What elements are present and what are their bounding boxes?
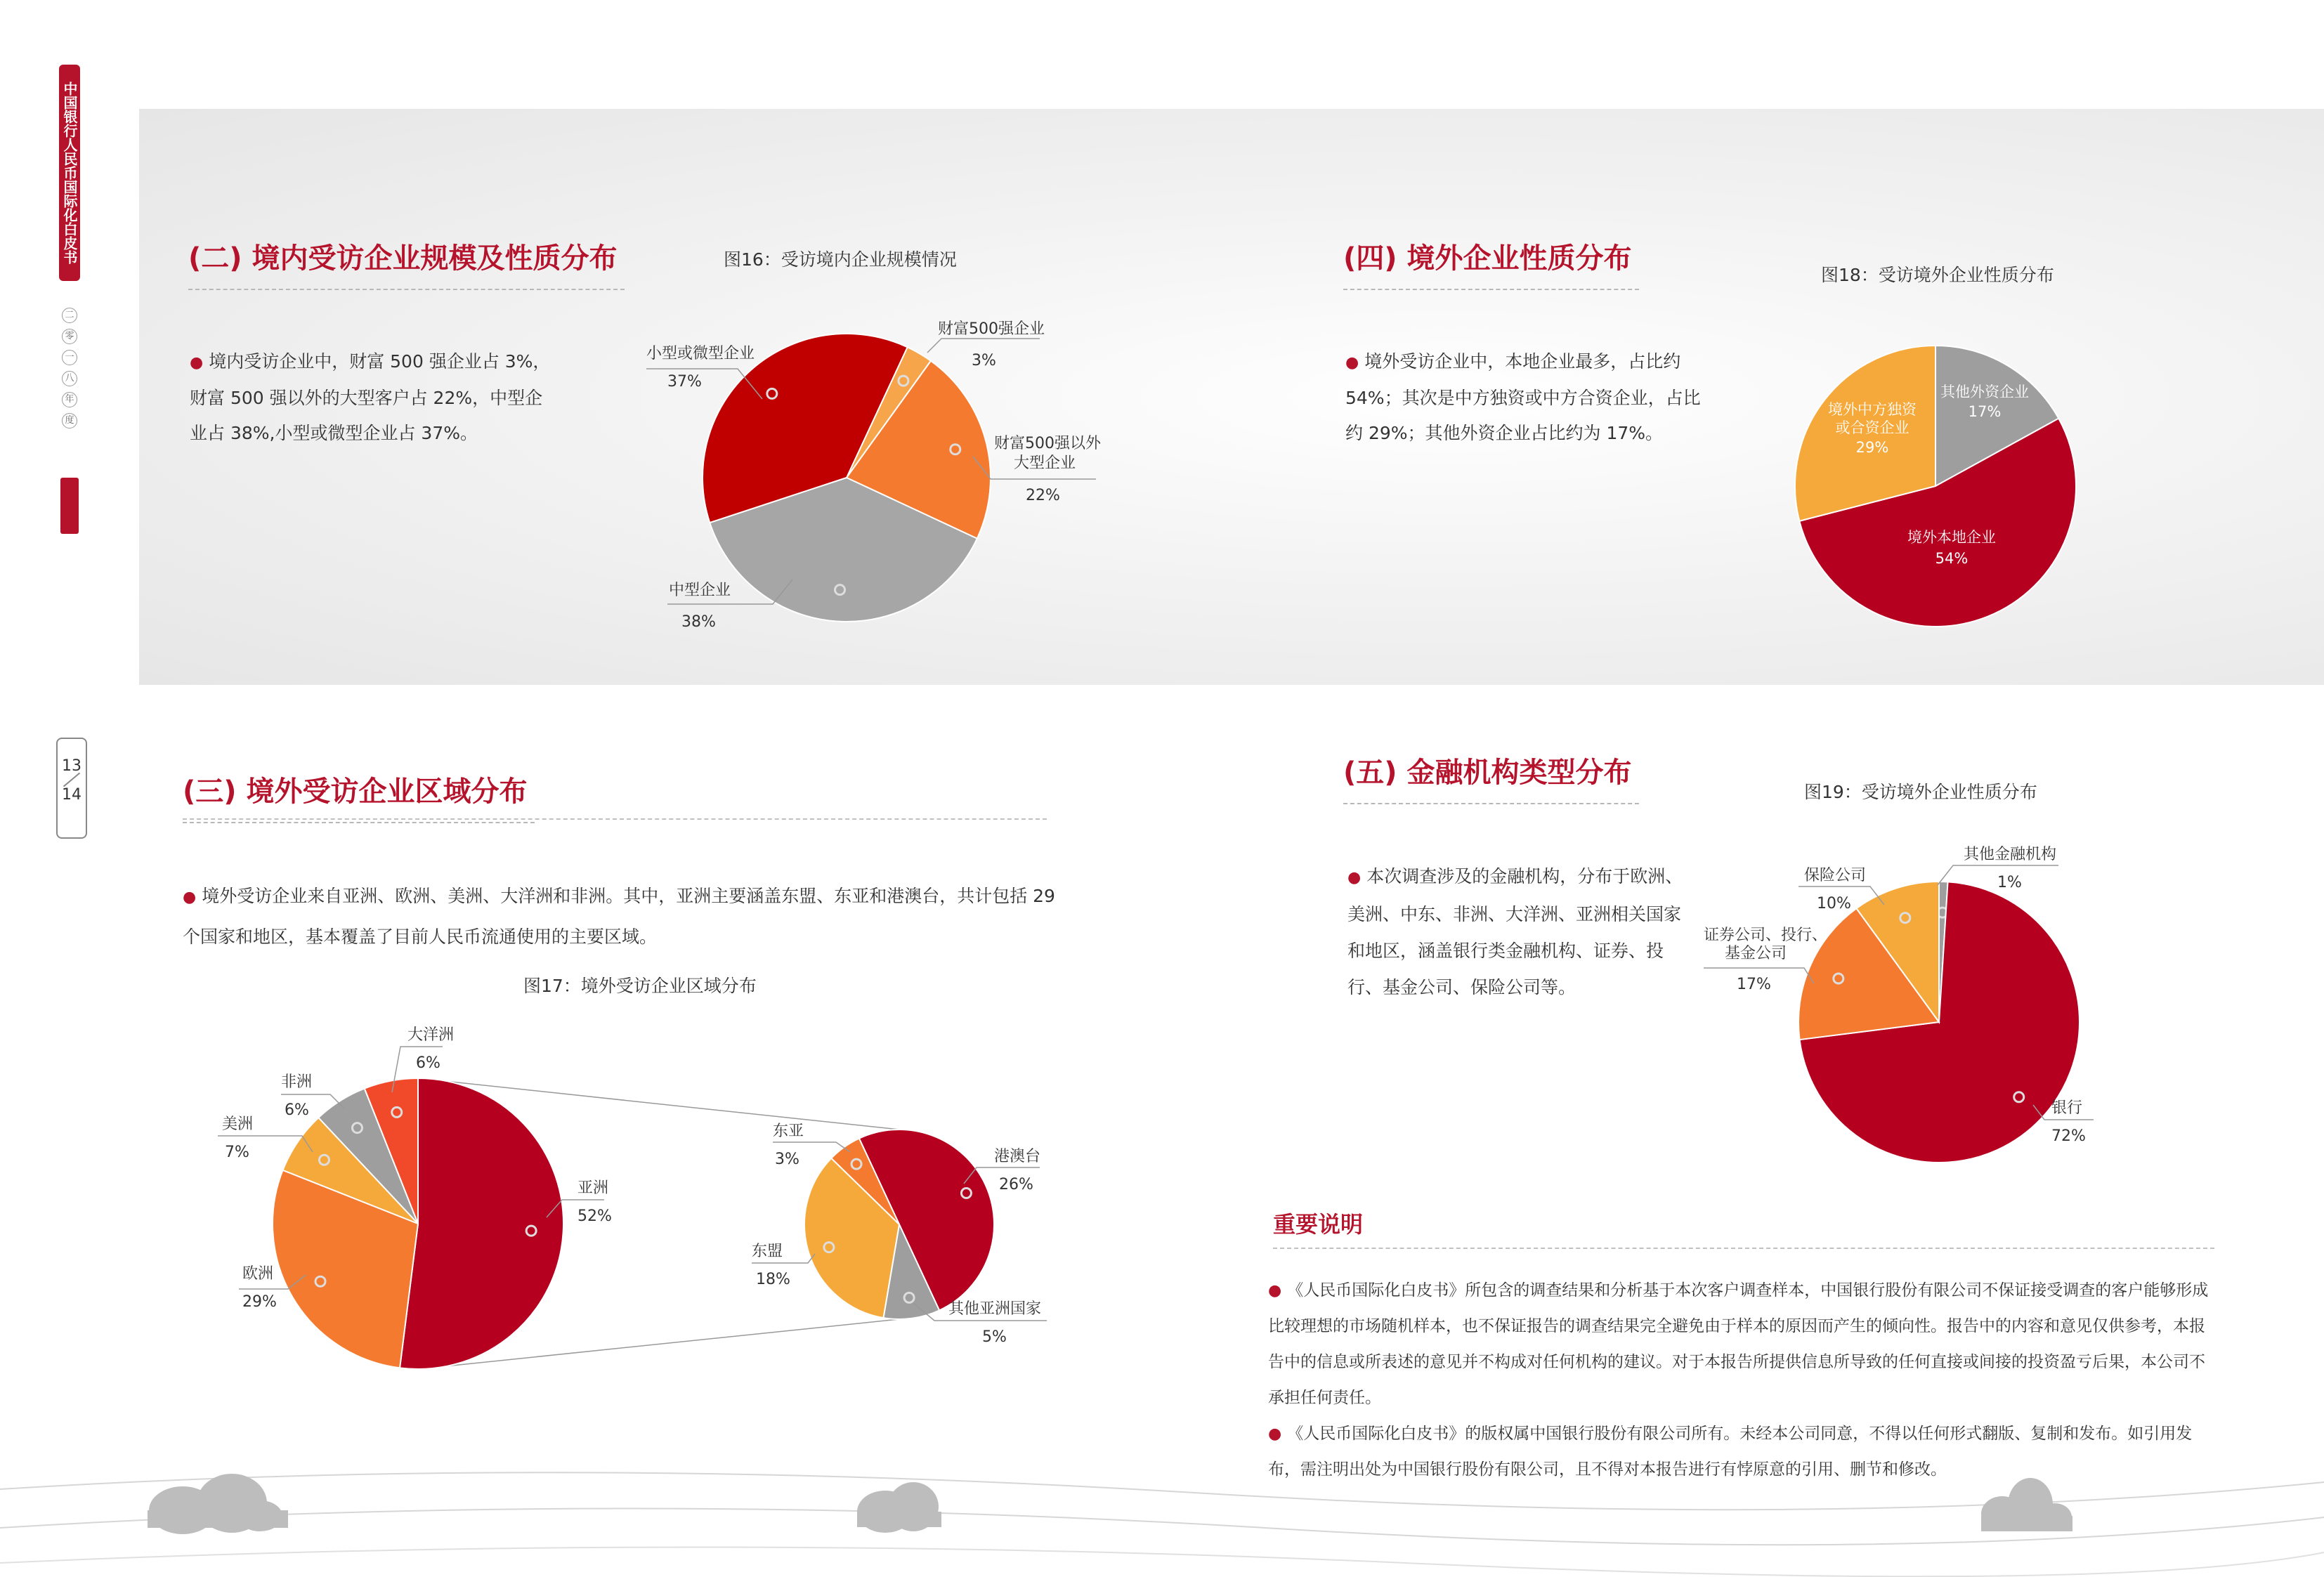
decorative-footer-waves xyxy=(0,1461,2324,1577)
bullet-icon: ● xyxy=(1268,1425,1282,1443)
fig18-label-value: 17% xyxy=(1968,403,2002,420)
fig17-asia-label-name: 东盟 xyxy=(752,1243,783,1260)
fig16-label-name: 小型或微型企业 xyxy=(646,345,755,362)
fig19-label-name: 基金公司 xyxy=(1725,945,1787,962)
fig17-label-name: 亚洲 xyxy=(577,1179,609,1197)
fig18-label-name: 境外中方独资 xyxy=(1828,401,1917,418)
fig17-title: 图17：境外受访企业区域分布 xyxy=(523,976,757,996)
bullet-icon: ● xyxy=(1347,869,1362,886)
year-char: 度 xyxy=(62,413,77,428)
year-char: 年 xyxy=(62,392,77,407)
note-text: 《人民币国际化白皮书》的版权属中国银行股份有限公司所有。未经本公司同意，不得以任何形式翻版、复制和发布。如引用发布，需注明出处为中国银行股份有限公司，且不得对本报告进行有悖原意的引用、删节和修改。 xyxy=(1268,1425,2193,1479)
fig17-label-value: 7% xyxy=(225,1144,249,1161)
fig17-pie-charts xyxy=(176,1012,1089,1405)
year-char: 一 xyxy=(62,350,77,365)
fig16-label-name: 大型企业 xyxy=(1014,454,1076,472)
fig17-label-value: 6% xyxy=(416,1054,440,1072)
fig17-label-value: 6% xyxy=(285,1101,309,1119)
note-text: 《人民币国际化白皮书》所包含的调查结果和分析基于本次客户调查样本，中国银行股份有限公司不保证接受调查的客户能够形成比较理想的市场随机样本，也不保证报告的调查结果完全避免由于样本的原因而产生的倾向性。报告中的内容和意见仅供参考，本报告中的信息或所表述的意见并不构成对任何机构的建议。对于本报告所提供信息所导致的任何直接或间接的投资盈亏后果，本公司不承担任何责任。 xyxy=(1268,1281,2209,1407)
year-char: 八 xyxy=(62,371,77,386)
notes-title: 重要说明 xyxy=(1273,1211,1364,1238)
fig16-label-name: 中型企业 xyxy=(669,582,731,599)
fig16-pie-chart xyxy=(618,295,1124,660)
fig18-label-name: 境外本地企业 xyxy=(1907,529,1996,546)
fig19-label-value: 10% xyxy=(1817,895,1851,912)
section3-title: (三) 境外受访企业区域分布 xyxy=(183,769,528,818)
fig16-leader xyxy=(927,339,1040,353)
fig16-title: 图16：受访境内企业规模情况 xyxy=(724,249,957,270)
seal-stamp-icon xyxy=(60,478,79,534)
year-char: 二 xyxy=(62,308,77,323)
fig19-pie-chart xyxy=(1686,836,2178,1187)
fig16-label-value: 37% xyxy=(667,373,702,391)
section2-text xyxy=(190,344,555,451)
page-number-bottom: 14 xyxy=(62,786,81,804)
fig18-title: 图18：受访境外企业性质分布 xyxy=(1821,265,2054,285)
section3-divider xyxy=(183,818,1047,820)
bullet-icon: ● xyxy=(1268,1282,1282,1300)
notes-divider xyxy=(1273,1248,2214,1249)
fig19-label-value: 72% xyxy=(2051,1127,2086,1145)
bullet-icon: ● xyxy=(190,354,204,372)
book-title-vertical: 中国银行人民币国际化白皮书 xyxy=(59,65,80,281)
fig19-label-name: 保险公司 xyxy=(1804,867,1867,884)
fig17-asia-label-value: 18% xyxy=(756,1271,790,1288)
fig18-label-value: 54% xyxy=(1935,550,1969,567)
wave-line xyxy=(0,1509,2324,1545)
section2-title: (二) 境内受访企业规模及性质分布 xyxy=(188,236,618,284)
fig17_main-slice-0 xyxy=(400,1078,563,1369)
bullet-icon: ● xyxy=(1345,354,1359,372)
fig17-label-value: 29% xyxy=(242,1293,277,1311)
fig19-label-name: 证券公司、投行、 xyxy=(1704,927,1828,944)
section2-paragraph: 境内受访企业中，财富 500 强企业占 3%，财富 500 强以外的大型客户占 22%，中型企业占 38%,小型或微型企业占 37%。 xyxy=(190,351,551,443)
fig17-asia-label-value: 26% xyxy=(999,1176,1033,1193)
fig19-label-name: 其他金融机构 xyxy=(1964,846,2057,863)
fig17-asia-label-name: 其他亚洲国家 xyxy=(948,1300,1042,1318)
fig16-label-name: 财富500强企业 xyxy=(938,320,1045,338)
fig18-label-name: 其他外资企业 xyxy=(1940,384,2029,400)
section5-text xyxy=(1347,858,1692,1006)
fig18-pie-chart xyxy=(1784,337,2122,632)
fig17-label-name: 非洲 xyxy=(281,1073,313,1091)
page-number-box xyxy=(56,738,87,839)
cloud-icon xyxy=(148,1474,288,1534)
section3-paragraph: 境外受访企业来自亚洲、欧洲、美洲、大洋洲和非洲。其中，亚洲主要涵盖东盟、东亚和港澳台，共计包括 29 个国家和地区，基本覆盖了目前人民币流通使用的主要区域。 xyxy=(183,886,1055,947)
fig19-label-name: 银行 xyxy=(2051,1099,2083,1117)
section4-paragraph: 境外受访企业中，本地企业最多，占比约 54%；其次是中方独资或中方合资企业，占比约 29%；其他外资企业占比约为 17%。 xyxy=(1345,351,1701,443)
cloud-icon xyxy=(857,1482,941,1533)
fig17-label-value: 52% xyxy=(577,1208,612,1225)
bullet-icon: ● xyxy=(183,889,197,906)
fig17-asia-label-value: 3% xyxy=(775,1151,799,1168)
fig17-label-name: 美洲 xyxy=(222,1115,254,1133)
fig16-label-name: 财富500强以外 xyxy=(994,435,1101,452)
fig19-label-value: 17% xyxy=(1737,976,1771,993)
year-vertical xyxy=(62,302,77,434)
section4-title: (四) 境外企业性质分布 xyxy=(1343,236,1632,284)
fig17-label-name: 欧洲 xyxy=(242,1265,274,1283)
section5-title: (五) 金融机构类型分布 xyxy=(1343,750,1632,799)
section5-paragraph: 本次调查涉及的金融机构，分布于欧洲、美洲、中东、非洲、大洋洲、亚洲相关国家和地区，涵盖银行类金融机构、证券、投行、基金公司、保险公司等。 xyxy=(1347,866,1683,997)
fig19-title: 图19：受访境外企业性质分布 xyxy=(1804,782,2037,802)
year-char: 零 xyxy=(62,329,77,344)
notes-body xyxy=(1268,1273,2217,1488)
page-number-top: 13 xyxy=(62,757,81,775)
fig16-label-value: 38% xyxy=(681,613,716,631)
fig16-label-value: 22% xyxy=(1026,487,1060,504)
cloud-icon xyxy=(1981,1478,2072,1531)
fig17-label-name: 大洋洲 xyxy=(407,1026,455,1044)
fig18-label-name: 或合资企业 xyxy=(1835,419,1910,436)
note-paragraph xyxy=(1268,1273,2217,1416)
fig17-asia-label-value: 5% xyxy=(982,1328,1007,1346)
fig16-label-value: 3% xyxy=(972,352,996,369)
wave-line xyxy=(0,1547,2324,1577)
fig17-asia-label-name: 港澳台 xyxy=(994,1148,1041,1165)
fig18-label-value: 29% xyxy=(1855,439,1889,456)
fig17-asia-label-name: 东亚 xyxy=(773,1123,804,1140)
section4-text xyxy=(1345,344,1711,451)
fig19-label-value: 1% xyxy=(1997,874,2022,891)
wave-line xyxy=(0,1472,2324,1510)
section3-text xyxy=(183,877,1061,957)
